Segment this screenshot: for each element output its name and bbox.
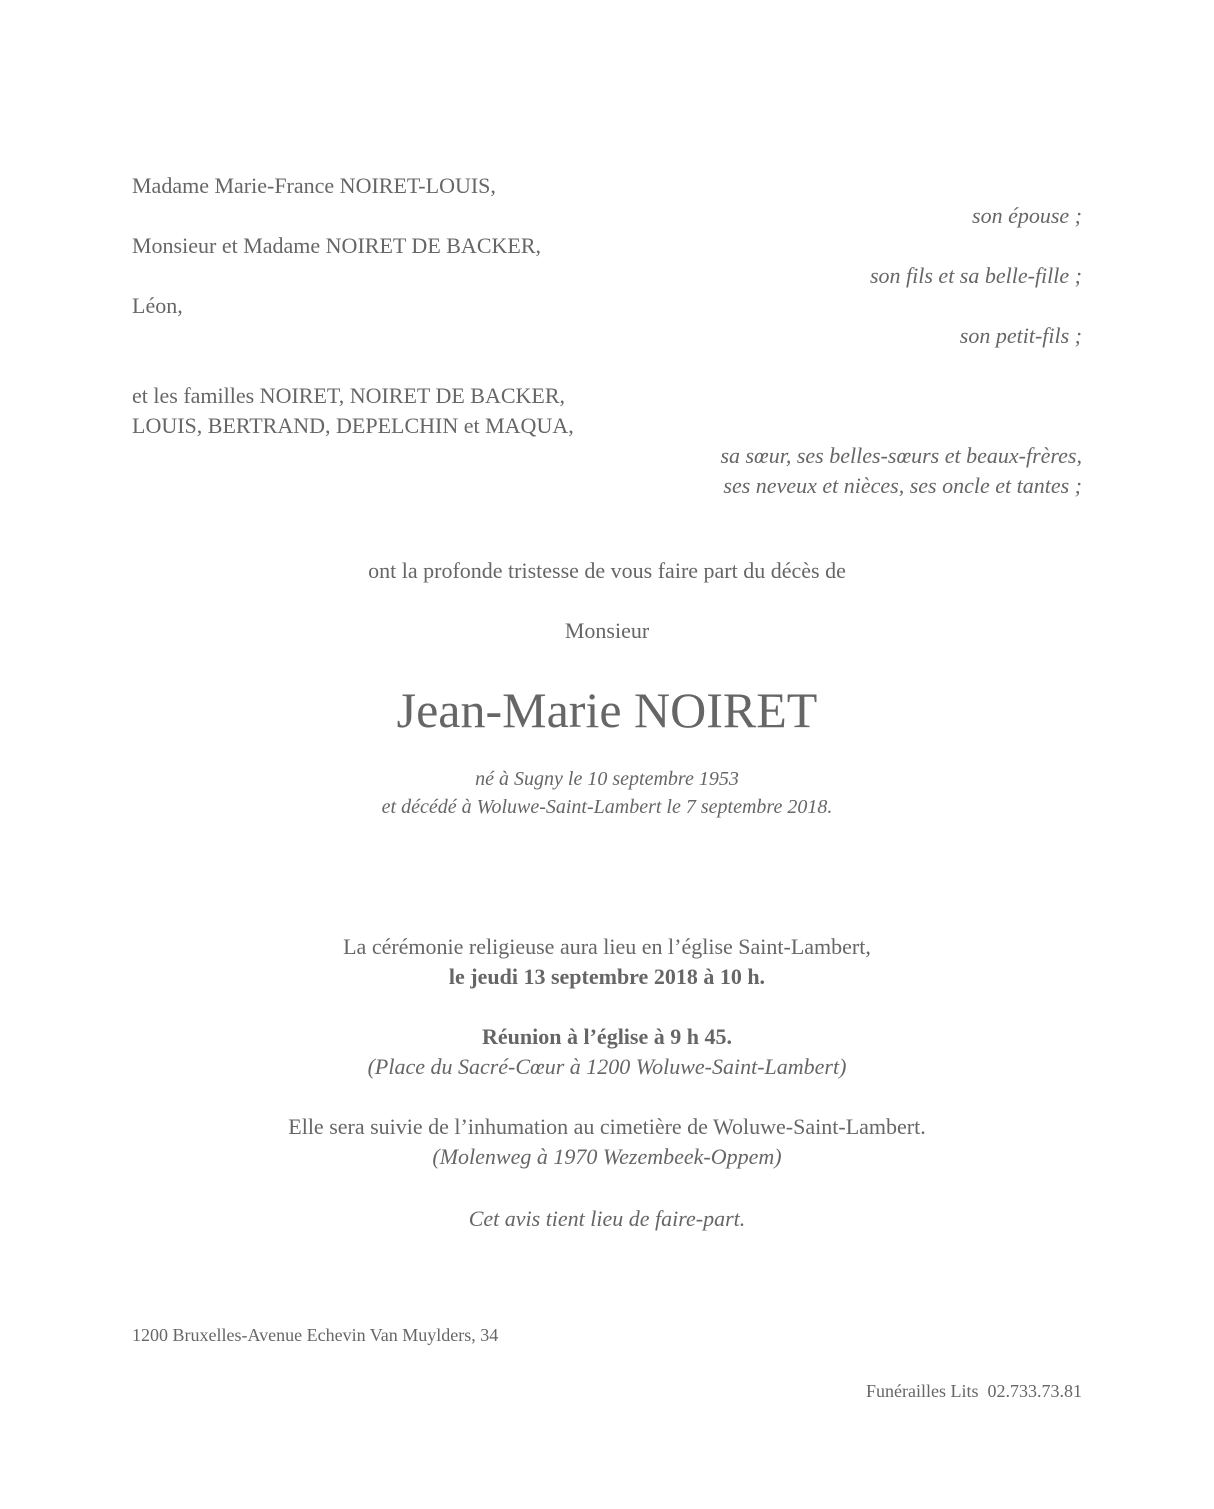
families-line: et les familles NOIRET, NOIRET DE BACKER, [132,383,566,408]
notice-text: Cet avis tient lieu de faire-part. [468,1206,746,1231]
family-member-relation: son petit-fils ; [959,323,1082,348]
ceremony-location: La cérémonie religieuse aura lieu en l’église Saint-Lambert, [343,934,871,959]
burial-info: Elle sera suivie de l’inhumation au cimetière de Woluwe-Saint-Lambert. [288,1114,926,1139]
families-line: LOUIS, BERTRAND, DEPELCHIN et MAQUA, [132,413,574,438]
funeral-home: Funérailles Lits 02.733.73.81 [866,1381,1082,1401]
deceased-name: Jean-Marie NOIRET [396,682,818,738]
honorific: Monsieur [564,618,650,643]
birth-info: né à Sugny le 10 septembre 1953 [475,768,739,790]
family-member-name: Monsieur et Madame NOIRET DE BACKER, [132,233,541,258]
family-member-relation: son épouse ; [972,203,1082,228]
ceremony-date: le jeudi 13 septembre 2018 à 10 h. [448,964,766,989]
announcement: ont la profonde tristesse de vous faire part du décès de [368,558,846,583]
family-member-relation: son fils et sa belle-fille ; [869,263,1082,288]
family-member-name: Madame Marie-France NOIRET-LOUIS, [132,173,496,198]
cemetery-address: (Molenweg à 1970 Wezembeek-Oppem) [432,1144,782,1169]
families-relation: sa sœur, ses belles-sœurs et beaux-frères, [720,443,1082,468]
death-info: et décédé à Woluwe-Saint-Lambert le 7 septembre 2018. [381,796,833,818]
meeting-time: Réunion à l’église à 9 h 45. [482,1024,732,1049]
home-address: 1200 Bruxelles-Avenue Echevin Van Muylders, 34 [132,1325,499,1345]
families-relation: ses neveux et nièces, ses oncle et tantes ; [723,473,1082,498]
church-address: (Place du Sacré-Cœur à 1200 Woluwe-Saint-Lambert) [367,1054,847,1079]
family-member-name: Léon, [132,293,183,318]
